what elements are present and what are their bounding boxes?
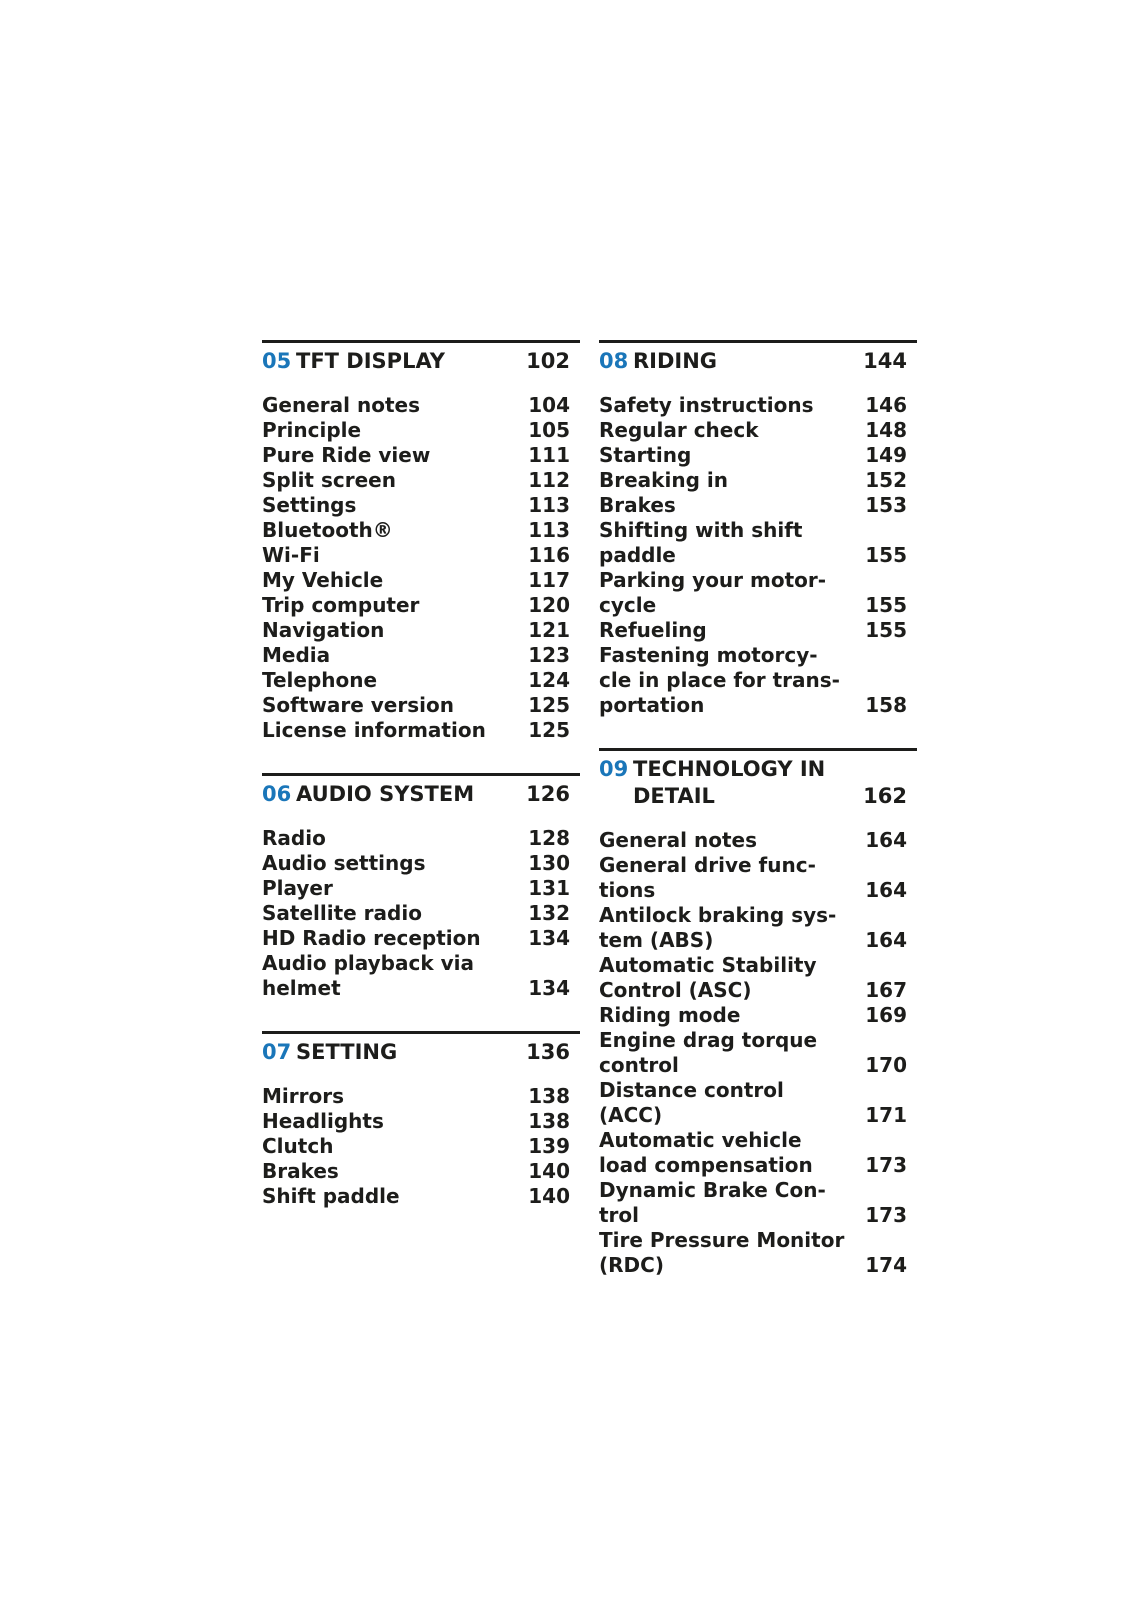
section-title: TFT DISPLAY <box>296 349 445 373</box>
toc-entry[interactable] <box>599 1178 917 1228</box>
entry-page-number: 105 <box>528 418 570 442</box>
toc-entry[interactable] <box>262 393 580 418</box>
section-heading[interactable] <box>262 773 580 808</box>
entry-title: Wi-Fi <box>262 543 320 567</box>
toc-entry[interactable] <box>262 543 580 568</box>
entry-title: Telephone <box>262 668 378 692</box>
entry-title: Parking your motor- cycle <box>599 568 827 617</box>
entry-title: My Vehicle <box>262 568 384 592</box>
entry-page-number: 169 <box>865 1003 907 1027</box>
toc-entry[interactable] <box>262 518 580 543</box>
section-title: RIDING <box>633 349 718 373</box>
toc-entry[interactable] <box>262 1184 580 1209</box>
toc-entry[interactable] <box>599 1078 917 1128</box>
entry-title: Brakes <box>599 493 676 517</box>
toc-entry[interactable] <box>599 568 917 618</box>
entry-page-number: 171 <box>865 1103 907 1127</box>
toc-entry[interactable] <box>262 826 580 851</box>
entry-title: Software version <box>262 693 454 717</box>
entry-page-number: 138 <box>528 1084 570 1108</box>
toc-entry[interactable] <box>262 851 580 876</box>
toc-column-right <box>599 340 917 1308</box>
section-number: 09 <box>599 757 629 781</box>
entry-title: Player <box>262 876 333 900</box>
entry-page-number: 164 <box>865 878 907 902</box>
toc-entry[interactable] <box>262 1134 580 1159</box>
section-heading[interactable] <box>262 340 580 375</box>
entry-page-number: 155 <box>865 618 907 642</box>
entry-title: Dynamic Brake Con- trol <box>599 1178 826 1227</box>
entry-title: Refueling <box>599 618 707 642</box>
entry-page-number: 134 <box>528 926 570 950</box>
entry-page-number: 146 <box>865 393 907 417</box>
entry-page-number: 164 <box>865 828 907 852</box>
toc-entry[interactable] <box>262 593 580 618</box>
entry-title: Regular check <box>599 418 759 442</box>
entry-page-number: 124 <box>528 668 570 692</box>
section-title: AUDIO SYSTEM <box>296 782 475 806</box>
entry-page-number: 111 <box>528 443 570 467</box>
toc-entry[interactable] <box>262 876 580 901</box>
entry-title: Antilock braking sys- tem (ABS) <box>599 903 837 952</box>
entry-page-number: 113 <box>528 518 570 542</box>
entry-page-number: 152 <box>865 468 907 492</box>
section-page-number: 162 <box>863 784 907 808</box>
section-number: 06 <box>262 782 292 806</box>
section-page-number: 136 <box>526 1040 570 1064</box>
entry-title: Shift paddle <box>262 1184 400 1208</box>
entry-title: Brakes <box>262 1159 339 1183</box>
entry-title: Radio <box>262 826 326 850</box>
toc-entry[interactable] <box>262 693 580 718</box>
toc-section <box>262 340 580 743</box>
entry-title: Clutch <box>262 1134 334 1158</box>
entry-title: Breaking in <box>599 468 728 492</box>
toc-entry[interactable] <box>262 901 580 926</box>
toc-entry[interactable] <box>599 618 917 643</box>
entry-page-number: 170 <box>865 1053 907 1077</box>
entry-page-number: 113 <box>528 493 570 517</box>
entry-title: Automatic vehicle load compensation <box>599 1128 813 1177</box>
toc-entry[interactable] <box>262 926 580 951</box>
entry-title: Settings <box>262 493 357 517</box>
entry-title: Audio settings <box>262 851 426 875</box>
toc-section <box>599 340 917 718</box>
toc-entry[interactable] <box>599 903 917 953</box>
toc-section <box>262 773 580 1001</box>
toc-section <box>599 748 917 1278</box>
entry-page-number: 164 <box>865 928 907 952</box>
section-page-number: 126 <box>526 782 570 806</box>
entry-title: Starting <box>599 443 692 467</box>
entry-title: Audio playback via helmet <box>262 951 475 1000</box>
toc-entry[interactable] <box>599 468 917 493</box>
entry-page-number: 158 <box>865 693 907 717</box>
section-title: SETTING <box>296 1040 398 1064</box>
entry-title: Safety instructions <box>599 393 814 417</box>
section-heading[interactable] <box>599 340 917 375</box>
entry-page-number: 153 <box>865 493 907 517</box>
section-number: 07 <box>262 1040 292 1064</box>
entry-page-number: 155 <box>865 593 907 617</box>
section-number: 08 <box>599 349 629 373</box>
toc-entry[interactable] <box>599 828 917 853</box>
entry-title: Navigation <box>262 618 385 642</box>
toc-entry[interactable] <box>599 1028 917 1078</box>
entry-title: General notes <box>599 828 757 852</box>
toc-entry[interactable] <box>262 468 580 493</box>
section-heading[interactable] <box>599 748 917 810</box>
toc-entry[interactable] <box>599 1003 917 1028</box>
section-number: 05 <box>262 349 292 373</box>
toc-entry[interactable] <box>599 853 917 903</box>
toc-entry[interactable] <box>262 493 580 518</box>
section-heading[interactable] <box>262 1031 580 1066</box>
entry-page-number: 104 <box>528 393 570 417</box>
toc-entry[interactable] <box>262 443 580 468</box>
entry-title: Tire Pressure Monitor (RDC) <box>599 1228 845 1277</box>
entry-page-number: 132 <box>528 901 570 925</box>
entry-title: Engine drag torque control <box>599 1028 818 1077</box>
toc-entry[interactable] <box>262 643 580 668</box>
entry-page-number: 167 <box>865 978 907 1002</box>
entry-page-number: 112 <box>528 468 570 492</box>
toc-entry[interactable] <box>262 1084 580 1109</box>
entry-page-number: 131 <box>528 876 570 900</box>
entry-title: Fastening motorcy- cle in place for trans- portation <box>599 643 840 717</box>
entry-page-number: 120 <box>528 593 570 617</box>
toc-entry[interactable] <box>599 953 917 1003</box>
entry-title: Distance control (ACC) <box>599 1078 784 1127</box>
entry-page-number: 130 <box>528 851 570 875</box>
toc-section <box>262 1031 580 1209</box>
section-page-number: 102 <box>526 349 570 373</box>
toc-column-left <box>262 340 580 1239</box>
entry-title: Mirrors <box>262 1084 344 1108</box>
entry-page-number: 173 <box>865 1203 907 1227</box>
entry-page-number: 117 <box>528 568 570 592</box>
toc-entry[interactable] <box>262 618 580 643</box>
entry-page-number: 123 <box>528 643 570 667</box>
toc-entry[interactable] <box>262 1109 580 1134</box>
toc-entry[interactable] <box>599 1128 917 1178</box>
entry-page-number: 149 <box>865 443 907 467</box>
section-page-number: 144 <box>863 349 907 373</box>
entry-title: Bluetooth® <box>262 518 393 542</box>
entry-page-number: 128 <box>528 826 570 850</box>
toc-entry[interactable] <box>599 1228 917 1278</box>
entry-title: Split screen <box>262 468 396 492</box>
toc-entry[interactable] <box>599 393 917 418</box>
entry-title: Automatic Stability Control (ASC) <box>599 953 817 1002</box>
entry-page-number: 174 <box>865 1253 907 1277</box>
toc-entry[interactable] <box>262 1159 580 1184</box>
entry-page-number: 138 <box>528 1109 570 1133</box>
entry-title: General drive func- tions <box>599 853 816 902</box>
toc-entry[interactable] <box>599 443 917 468</box>
toc-entry[interactable] <box>262 668 580 693</box>
entry-page-number: 125 <box>528 718 570 742</box>
toc-entry[interactable] <box>262 418 580 443</box>
entry-page-number: 121 <box>528 618 570 642</box>
entry-title: General notes <box>262 393 420 417</box>
entry-title: Riding mode <box>599 1003 741 1027</box>
entry-title: HD Radio reception <box>262 926 481 950</box>
entry-title: Satellite radio <box>262 901 422 925</box>
toc-entry[interactable] <box>262 568 580 593</box>
entry-title: Headlights <box>262 1109 384 1133</box>
section-title: TECHNOLOGY IN DETAIL <box>633 757 826 808</box>
entry-page-number: 125 <box>528 693 570 717</box>
entry-title: Principle <box>262 418 362 442</box>
entry-page-number: 155 <box>865 543 907 567</box>
entry-page-number: 173 <box>865 1153 907 1177</box>
toc-entry[interactable] <box>599 493 917 518</box>
entry-title: Trip computer <box>262 593 420 617</box>
entry-page-number: 134 <box>528 976 570 1000</box>
toc-entry[interactable] <box>599 518 917 568</box>
entry-title: Media <box>262 643 331 667</box>
toc-entry[interactable] <box>262 951 580 1001</box>
toc-entry[interactable] <box>599 418 917 443</box>
entry-page-number: 148 <box>865 418 907 442</box>
entry-page-number: 140 <box>528 1184 570 1208</box>
entry-page-number: 116 <box>528 543 570 567</box>
entry-title: Pure Ride view <box>262 443 431 467</box>
entry-page-number: 139 <box>528 1134 570 1158</box>
entry-title: License information <box>262 718 486 742</box>
toc-entry[interactable] <box>262 718 580 743</box>
toc-entry[interactable] <box>599 643 917 718</box>
entry-page-number: 140 <box>528 1159 570 1183</box>
entry-title: Shifting with shift paddle <box>599 518 803 567</box>
